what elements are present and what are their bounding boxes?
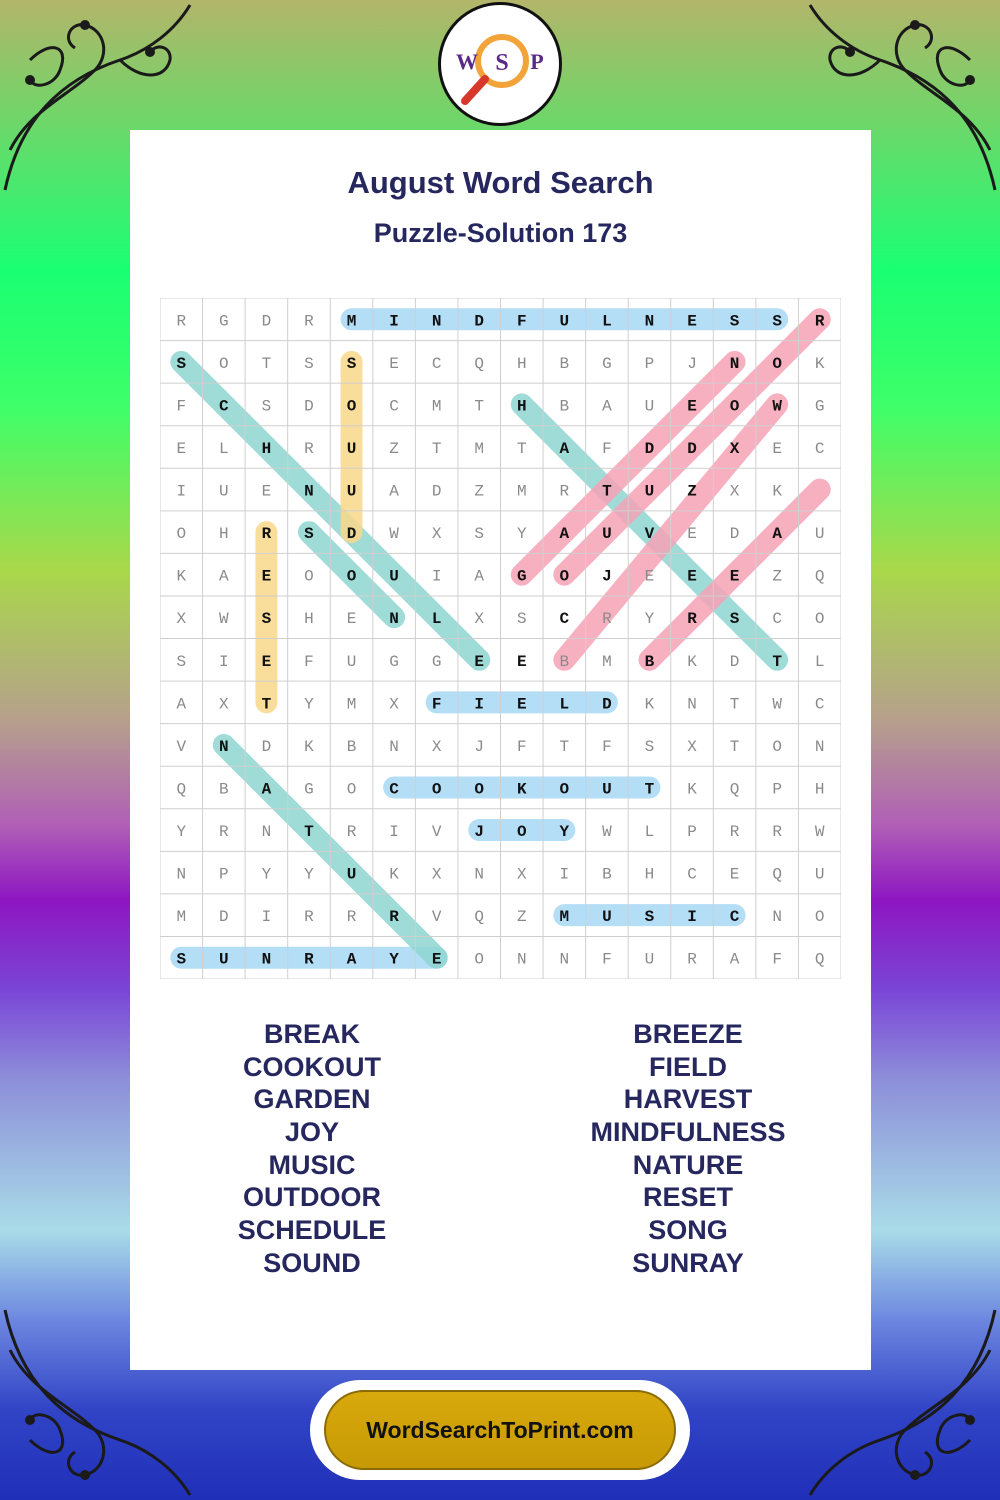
grid-cell-letter[interactable]: A — [389, 482, 399, 501]
grid-cell-letter[interactable]: K — [389, 865, 399, 884]
grid-cell-letter[interactable]: B — [602, 865, 612, 884]
grid-cell-letter[interactable]: O — [346, 780, 357, 799]
grid-cell-letter[interactable]: A — [346, 950, 357, 969]
grid-cell-letter[interactable]: M — [346, 695, 357, 714]
grid-cell-letter[interactable]: K — [687, 652, 697, 671]
grid-cell-letter[interactable]: C — [389, 780, 399, 799]
grid-cell-letter[interactable]: O — [474, 780, 485, 799]
grid-cell-letter[interactable]: S — [261, 397, 272, 416]
word-list-item: NATURE — [632, 1149, 744, 1180]
page-subtitle: Puzzle-Solution 173 — [373, 218, 628, 248]
grid-cell-letter[interactable]: O — [729, 397, 740, 416]
grid-cell-letter[interactable]: N — [389, 610, 399, 629]
grid-cell-letter[interactable]: G — [219, 312, 229, 331]
grid-cell-letter[interactable]: W — [389, 525, 399, 544]
grid-cell-letter[interactable]: D — [729, 525, 740, 544]
grid-cell-letter[interactable]: I — [474, 695, 485, 714]
grid-cell-letter[interactable]: O — [559, 780, 570, 799]
grid-cell-letter[interactable]: P — [772, 780, 782, 799]
grid-cell-letter[interactable]: M — [176, 908, 187, 927]
grid-cell-letter[interactable]: U — [644, 950, 655, 969]
grid-cell-letter[interactable]: U — [602, 525, 612, 544]
grid-cell-letter[interactable]: E — [687, 525, 697, 544]
grid-cell-letter[interactable]: A — [261, 780, 272, 799]
grid-cell-letter[interactable]: L — [559, 695, 570, 714]
word-list-item: SONG — [648, 1215, 728, 1246]
grid-cell-letter[interactable]: Y — [304, 695, 314, 714]
grid-cell-letter[interactable]: R — [772, 823, 782, 842]
grid-cell-letter[interactable]: X — [431, 865, 442, 884]
grid-cell-letter[interactable]: V — [644, 525, 655, 544]
grid-cell-letter[interactable]: T — [261, 695, 272, 714]
grid-cell-letter[interactable]: F — [516, 737, 527, 756]
grid-cell-letter[interactable]: T — [261, 354, 272, 373]
grid-cell-letter[interactable]: S — [516, 610, 527, 629]
grid-cell-letter[interactable]: R — [687, 950, 697, 969]
puzzle-card — [130, 130, 871, 1370]
grid-cell-letter[interactable]: B — [644, 652, 655, 671]
grid-cell-letter[interactable]: Z — [389, 439, 399, 458]
grid-cell-letter[interactable]: M — [346, 312, 357, 331]
wsp-logo[interactable] — [438, 2, 562, 126]
grid-cell-letter[interactable]: R — [814, 312, 825, 331]
grid-cell-letter[interactable]: O — [219, 354, 229, 373]
grid-cell-letter[interactable]: G — [814, 397, 825, 416]
grid-cell-letter[interactable]: A — [559, 525, 570, 544]
page-title: August Word Search — [347, 165, 654, 200]
grid-cell-letter[interactable]: Y — [516, 525, 527, 544]
grid-cell-letter[interactable]: A — [772, 525, 782, 544]
grid-cell-letter[interactable]: L — [644, 823, 655, 842]
grid-cell-letter[interactable]: R — [304, 950, 314, 969]
grid-cell-letter[interactable]: A — [474, 567, 485, 586]
grid-cell-letter[interactable]: E — [644, 567, 655, 586]
grid-cell-letter[interactable]: E — [346, 610, 357, 629]
grid-cell-letter[interactable]: R — [729, 823, 740, 842]
grid-cell-letter[interactable]: W — [219, 610, 229, 629]
grid-cell-letter[interactable]: E — [389, 354, 399, 373]
grid-cell-letter[interactable]: S — [176, 652, 187, 671]
grid-cell-letter[interactable]: Q — [474, 908, 485, 927]
grid-cell-letter[interactable]: D — [431, 482, 442, 501]
word-list-item: OUTDOOR — [243, 1182, 381, 1213]
grid-cell-letter[interactable]: L — [602, 312, 612, 331]
grid-cell-letter[interactable]: C — [559, 610, 570, 629]
grid-cell-letter[interactable]: F — [602, 737, 612, 756]
grid-cell-letter[interactable]: R — [687, 610, 697, 629]
grid-cell-letter[interactable]: W — [772, 695, 782, 714]
grid-cell-letter[interactable]: Y — [644, 610, 655, 629]
grid-cell-letter[interactable]: I — [559, 865, 570, 884]
grid-cell-letter[interactable]: D — [602, 695, 612, 714]
grid-cell-letter[interactable]: Y — [176, 823, 187, 842]
grid-cell-letter[interactable]: Q — [729, 780, 740, 799]
grid-cell-letter[interactable]: S — [176, 354, 187, 373]
grid-cell-letter[interactable]: U — [602, 780, 612, 799]
grid-cell-letter[interactable]: O — [772, 354, 782, 373]
grid-cell-letter[interactable]: D — [474, 312, 485, 331]
grid-cell-letter[interactable]: T — [772, 652, 782, 671]
grid-cell-letter[interactable]: L — [814, 652, 825, 671]
grid-cell-letter[interactable]: N — [559, 950, 570, 969]
grid-cell-letter[interactable]: K — [644, 695, 655, 714]
word-list-item: HARVEST — [623, 1084, 753, 1115]
grid-cell-letter[interactable]: M — [431, 397, 442, 416]
grid-cell-letter[interactable]: O — [346, 567, 357, 586]
word-list-left — [162, 1018, 462, 1280]
grid-cell-letter[interactable]: N — [261, 950, 272, 969]
grid-cell-letter[interactable]: X — [687, 737, 697, 756]
grid-cell-letter[interactable]: Z — [772, 567, 782, 586]
grid-cell-letter[interactable]: G — [431, 652, 442, 671]
grid-cell-letter[interactable]: U — [346, 652, 357, 671]
grid-cell-letter[interactable]: I — [687, 908, 697, 927]
grid-cell-letter[interactable]: M — [559, 908, 570, 927]
logo-letter-p: P — [530, 49, 544, 74]
grid-cell-letter[interactable]: G — [602, 354, 612, 373]
grid-cell-letter[interactable]: Y — [304, 865, 314, 884]
grid-cell-letter[interactable]: N — [176, 865, 187, 884]
grid-cell-letter[interactable]: U — [346, 439, 357, 458]
grid-cell-letter[interactable]: G — [389, 652, 399, 671]
grid-cell-letter[interactable]: N — [431, 312, 442, 331]
grid-cell-letter[interactable]: T — [602, 482, 612, 501]
grid-cell-letter[interactable]: E — [516, 695, 527, 714]
logo-letter-w: W — [456, 49, 478, 74]
grid-cell-letter[interactable]: O — [474, 950, 485, 969]
grid-cell-letter[interactable]: N — [304, 482, 314, 501]
grid-cell-letter[interactable]: E — [431, 950, 442, 969]
grid-cell-letter[interactable]: R — [602, 610, 612, 629]
grid-cell-letter[interactable]: L — [219, 439, 229, 458]
grid-cell-letter[interactable]: A — [729, 950, 740, 969]
grid-cell-letter[interactable]: S — [729, 312, 740, 331]
grid-cell-letter[interactable]: D — [687, 439, 697, 458]
grid-cell-letter[interactable]: A — [602, 397, 612, 416]
grid-cell-letter[interactable]: S — [644, 737, 655, 756]
grid-cell-letter[interactable]: T — [729, 737, 740, 756]
grid-cell-letter[interactable]: R — [304, 312, 314, 331]
grid-cell-letter[interactable]: S — [644, 908, 655, 927]
grid-cell-letter[interactable]: H — [644, 865, 655, 884]
grid-cell-letter[interactable]: T — [431, 439, 442, 458]
grid-cell-letter[interactable]: N — [729, 354, 740, 373]
grid-cell-letter[interactable]: F — [602, 950, 612, 969]
grid-cell-letter[interactable]: K — [687, 780, 697, 799]
grid-cell-letter[interactable]: U — [602, 908, 612, 927]
site-link[interactable]: WordSearchToPrint.com — [324, 1390, 676, 1470]
grid-cell-letter[interactable]: V — [176, 737, 187, 756]
grid-cell-letter[interactable]: T — [516, 439, 527, 458]
grid-cell-letter[interactable]: B — [559, 652, 570, 671]
grid-canvas — [160, 298, 841, 979]
grid-cell-letter[interactable]: E — [687, 567, 697, 586]
grid-cell-letter[interactable]: W — [602, 823, 612, 842]
grid-cell-letter[interactable]: M — [474, 439, 485, 458]
grid-cell-letter[interactable]: F — [431, 695, 442, 714]
grid-cell-letter[interactable]: U — [559, 312, 570, 331]
grid-cell-letter[interactable]: Q — [814, 567, 825, 586]
grid-cell-letter[interactable]: H — [814, 780, 825, 799]
grid-cell-letter[interactable]: A — [559, 439, 570, 458]
grid-cell-letter[interactable]: U — [644, 397, 655, 416]
grid-cell-letter[interactable]: T — [559, 737, 570, 756]
grid-cell-letter[interactable]: O — [516, 823, 527, 842]
grid-cell-letter[interactable]: P — [219, 865, 229, 884]
word-list-item: BREEZE — [633, 1019, 743, 1049]
grid-cell-letter[interactable]: R — [559, 482, 570, 501]
grid-cell-letter[interactable]: J — [602, 567, 612, 586]
grid-cell-letter[interactable]: T — [644, 780, 655, 799]
grid-cell-letter[interactable]: K — [772, 482, 782, 501]
word-list-right — [538, 1018, 838, 1280]
grid-cell-letter[interactable]: N — [644, 312, 655, 331]
grid-cell-letter[interactable]: S — [729, 610, 740, 629]
grid-cell-letter[interactable]: C — [772, 610, 782, 629]
grid-cell-letter[interactable]: X — [729, 482, 740, 501]
word-list-item: FIELD — [649, 1051, 727, 1082]
grid-cell-letter[interactable]: E — [729, 567, 740, 586]
grid-cell-letter[interactable]: C — [687, 865, 697, 884]
grid-cell-letter[interactable]: T — [474, 397, 485, 416]
grid-cell-letter[interactable]: K — [176, 567, 187, 586]
grid-cell-letter[interactable]: I — [389, 312, 399, 331]
grid-cell-letter[interactable]: N — [261, 823, 272, 842]
grid-cell-letter[interactable]: F — [304, 652, 314, 671]
grid-cell-letter[interactable]: C — [389, 397, 399, 416]
grid-cell-letter[interactable]: U — [346, 482, 357, 501]
grid-cell-letter[interactable]: T — [304, 823, 314, 842]
grid-cell-letter[interactable]: B — [219, 780, 229, 799]
grid-cell-letter[interactable]: H — [516, 354, 527, 373]
grid-cell-letter[interactable]: R — [304, 439, 314, 458]
grid-cell-letter[interactable]: X — [219, 695, 229, 714]
grid-cell-letter[interactable]: M — [602, 652, 612, 671]
grid-cell-letter[interactable]: N — [474, 865, 485, 884]
grid-cell-letter[interactable]: S — [304, 525, 314, 544]
grid-cell-letter[interactable]: D — [261, 737, 272, 756]
grid-cell-letter[interactable]: F — [516, 312, 527, 331]
grid-cell-letter[interactable]: Q — [176, 780, 187, 799]
grid-cell-letter[interactable]: U — [346, 865, 357, 884]
grid-cell-letter[interactable]: Y — [261, 865, 272, 884]
grid-cell-letter[interactable]: E — [474, 652, 485, 671]
grid-cell-letter[interactable]: H — [516, 397, 527, 416]
grid-cell-letter[interactable]: H — [219, 525, 229, 544]
footer-badge — [310, 1380, 690, 1480]
grid-cell-letter[interactable]: X — [474, 610, 485, 629]
grid-cell-letter[interactable]: D — [304, 397, 314, 416]
grid-cell-letter[interactable]: U — [219, 950, 229, 969]
grid-cell-letter[interactable]: A — [219, 567, 229, 586]
grid-cell-letter[interactable]: X — [389, 695, 399, 714]
grid-cell-letter[interactable]: R — [261, 525, 272, 544]
grid-cell-letter[interactable]: D — [261, 312, 272, 331]
word-list-item: GARDEN — [253, 1084, 371, 1115]
grid-cell-letter[interactable]: O — [559, 567, 570, 586]
grid-cell-letter[interactable]: H — [304, 610, 314, 629]
grid-cell-letter[interactable]: E — [729, 865, 740, 884]
grid-cell-letter[interactable]: A — [176, 695, 187, 714]
grid-cell-letter[interactable]: K — [516, 780, 527, 799]
grid-cell-letter[interactable]: R — [304, 908, 314, 927]
grid-cell-letter[interactable]: U — [219, 482, 229, 501]
grid-cell-letter[interactable]: E — [772, 439, 782, 458]
grid-cell-letter[interactable]: S — [261, 610, 272, 629]
grid-cell-letter[interactable]: M — [516, 482, 527, 501]
grid-cell-letter[interactable]: S — [474, 525, 485, 544]
grid-cell-letter[interactable]: O — [814, 610, 825, 629]
grid-cell-letter[interactable]: E — [687, 397, 697, 416]
word-list-item: SUNRAY — [632, 1247, 744, 1278]
grid-cell-letter[interactable]: P — [687, 823, 697, 842]
magnifier-icon — [445, 9, 555, 119]
grid-cell-letter[interactable]: Q — [814, 950, 825, 969]
grid-cell-letter[interactable]: O — [304, 567, 314, 586]
word-search-grid — [160, 298, 841, 979]
grid-cell-letter[interactable]: C — [729, 908, 740, 927]
grid-cell-letter[interactable]: W — [772, 397, 782, 416]
grid-cell-letter[interactable]: O — [346, 397, 357, 416]
grid-cell-letter[interactable]: D — [729, 652, 740, 671]
grid-cell-letter[interactable]: U — [644, 482, 655, 501]
grid-cell-letter[interactable]: N — [814, 737, 825, 756]
grid-cell-letter[interactable]: W — [814, 823, 825, 842]
grid-cell-letter[interactable]: J — [474, 823, 485, 842]
grid-cell-letter[interactable]: I — [176, 482, 187, 501]
word-list-item: SOUND — [263, 1247, 361, 1278]
grid-cell-letter[interactable]: F — [772, 950, 782, 969]
grid-cell-letter[interactable]: O — [176, 525, 187, 544]
grid-cell-letter[interactable]: C — [219, 397, 229, 416]
grid-cell-letter[interactable]: S — [772, 312, 782, 331]
grid-cell-letter[interactable]: R — [346, 823, 357, 842]
grid-cell-letter[interactable]: B — [559, 397, 570, 416]
grid-cell-letter[interactable]: F — [602, 439, 612, 458]
grid-cell-letter[interactable]: F — [176, 397, 187, 416]
word-list-item: SCHEDULE — [237, 1215, 387, 1246]
grid-cell-letter[interactable]: K — [304, 737, 314, 756]
word-list-item: BREAK — [263, 1019, 360, 1049]
grid-cell-letter[interactable]: E — [687, 312, 697, 331]
grid-cell-letter[interactable]: N — [772, 908, 782, 927]
grid-cell-letter[interactable]: I — [389, 823, 399, 842]
grid-cell-letter[interactable]: N — [516, 950, 527, 969]
grid-cell-letter[interactable]: D — [219, 908, 229, 927]
grid-cell-letter[interactable]: V — [431, 908, 442, 927]
grid-cell-letter[interactable]: D — [346, 525, 357, 544]
grid-cell-letter[interactable]: N — [389, 737, 399, 756]
word-list-item: JOY — [284, 1117, 340, 1148]
grid-cell-letter[interactable]: T — [729, 695, 740, 714]
grid-cell-letter[interactable]: X — [729, 439, 740, 458]
grid-cell-letter[interactable]: C — [814, 695, 825, 714]
grid-cell-letter[interactable]: O — [431, 780, 442, 799]
grid-cell-letter[interactable]: S — [176, 950, 187, 969]
grid-cell-letter[interactable]: X — [176, 610, 187, 629]
grid-cell-letter[interactable]: G — [304, 780, 314, 799]
grid-cell-letter[interactable]: U — [389, 567, 399, 586]
grid-cell-letter[interactable]: Y — [559, 823, 570, 842]
grid-cell-letter[interactable]: Q — [772, 865, 782, 884]
grid-cell-letter[interactable]: N — [219, 737, 229, 756]
word-list-item: MUSIC — [268, 1149, 356, 1180]
grid-cell-letter[interactable]: R — [219, 823, 229, 842]
grid-cell-letter[interactable]: X — [431, 525, 442, 544]
grid-cell-letter[interactable]: B — [559, 354, 570, 373]
grid-cell-letter[interactable]: U — [814, 865, 825, 884]
grid-cell-letter[interactable]: D — [644, 439, 655, 458]
grid-cell-letter[interactable]: E — [261, 482, 272, 501]
word-list-item: COOKOUT — [243, 1051, 381, 1082]
grid-cell-letter[interactable]: Y — [389, 950, 399, 969]
grid-cell-letter[interactable]: I — [219, 652, 229, 671]
grid-cell-letter[interactable]: E — [516, 652, 527, 671]
grid-cell-letter[interactable]: B — [346, 737, 357, 756]
grid-cell-letter[interactable]: J — [474, 737, 485, 756]
grid-cell-letter[interactable]: C — [431, 354, 442, 373]
grid-cell-letter[interactable]: U — [814, 525, 825, 544]
grid-cell-letter[interactable]: N — [687, 695, 697, 714]
grid-cell-letter[interactable]: L — [431, 610, 442, 629]
grid-cell-letter[interactable]: Z — [516, 908, 527, 927]
grid-cell-letter[interactable]: I — [261, 908, 272, 927]
grid-cell-letter[interactable]: X — [516, 865, 527, 884]
grid-cell-letter[interactable]: E — [176, 439, 187, 458]
logo-letter-s: S — [495, 50, 509, 76]
grid-cell-letter[interactable]: S — [304, 354, 314, 373]
grid-cell-letter[interactable]: E — [261, 652, 272, 671]
grid-cell-letter[interactable]: I — [431, 567, 442, 586]
grid-cell-letter[interactable]: O — [772, 737, 782, 756]
grid-cell-letter[interactable]: J — [687, 354, 697, 373]
grid-cell-letter[interactable]: X — [431, 737, 442, 756]
grid-cell-letter[interactable]: C — [814, 439, 825, 458]
grid-cell-letter[interactable]: Z — [474, 482, 485, 501]
grid-cell-letter[interactable]: H — [261, 439, 272, 458]
grid-cell-letter[interactable]: S — [346, 354, 357, 373]
grid-cell-letter[interactable]: V — [431, 823, 442, 842]
grid-cell-letter[interactable]: R — [389, 908, 399, 927]
grid-cell-letter[interactable]: R — [176, 312, 187, 331]
word-list-item: MINDFULNESS — [590, 1117, 786, 1148]
grid-cell-letter[interactable]: P — [644, 354, 655, 373]
grid-cell-letter[interactable]: R — [346, 908, 357, 927]
grid-cell-letter[interactable]: Z — [687, 482, 697, 501]
grid-cell-letter[interactable]: O — [814, 908, 825, 927]
grid-cell-letter[interactable]: Q — [474, 354, 485, 373]
grid-cell-letter[interactable]: K — [814, 354, 825, 373]
grid-cell-letter[interactable]: G — [516, 567, 527, 586]
grid-cell-letter[interactable]: E — [261, 567, 272, 586]
word-list-item: RESET — [642, 1182, 734, 1213]
